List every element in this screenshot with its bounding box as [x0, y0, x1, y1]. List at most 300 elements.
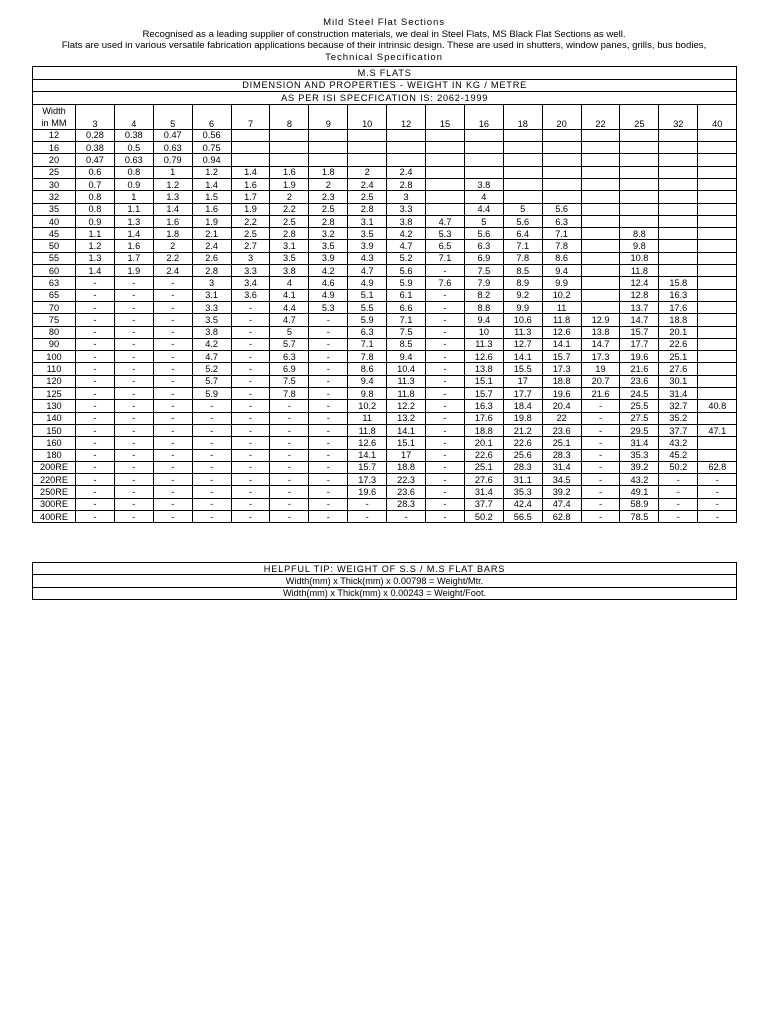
weight-cell: 28.3	[503, 461, 542, 473]
weight-cell: -	[348, 510, 387, 522]
weight-cell: -	[698, 474, 737, 486]
weight-cell: 6.3	[270, 351, 309, 363]
weight-cell: 6.3	[542, 215, 581, 227]
weight-cell	[698, 178, 737, 190]
weight-cell: -	[76, 351, 115, 363]
weight-cell: -	[153, 474, 192, 486]
weight-cell: -	[231, 449, 270, 461]
helpful-tip-table	[32, 562, 737, 600]
weight-cell	[581, 166, 620, 178]
thickness-header: 10	[348, 104, 387, 129]
weight-cell: -	[581, 400, 620, 412]
weight-cell	[464, 129, 503, 141]
weight-cell: 0.7	[76, 178, 115, 190]
weight-cell: 6.3	[464, 240, 503, 252]
width-cell: 400RE	[33, 510, 76, 522]
weight-cell	[426, 142, 465, 154]
weight-cell: -	[114, 400, 153, 412]
weight-cell: 22.6	[659, 338, 698, 350]
weight-cell	[659, 154, 698, 166]
weight-cell	[387, 142, 426, 154]
weight-cell: -	[231, 437, 270, 449]
weight-cell: 2.4	[153, 265, 192, 277]
weight-cell: 16.3	[659, 289, 698, 301]
weight-cell: -	[426, 363, 465, 375]
weight-cell	[503, 129, 542, 141]
weight-cell: -	[426, 388, 465, 400]
weight-cell: -	[270, 486, 309, 498]
weight-cell: 17	[503, 375, 542, 387]
weight-cell: 7.1	[503, 240, 542, 252]
weight-cell: 1.4	[153, 203, 192, 215]
width-header	[33, 104, 76, 129]
weight-cell: 22	[542, 412, 581, 424]
weight-cell: 7.5	[387, 326, 426, 338]
weight-cell: -	[231, 486, 270, 498]
weight-cell: 31.4	[464, 486, 503, 498]
weight-cell: -	[426, 486, 465, 498]
table-title: M.S FLATS	[33, 67, 737, 80]
weight-cell: 19.8	[503, 412, 542, 424]
weight-cell: -	[153, 510, 192, 522]
width-cell: 25	[33, 166, 76, 178]
table-title-row	[33, 67, 737, 80]
weight-cell: 3.9	[309, 252, 348, 264]
weight-cell: 0.47	[153, 129, 192, 141]
weight-cell: 12.2	[387, 400, 426, 412]
weight-cell: 1.7	[114, 252, 153, 264]
thickness-header: 20	[542, 104, 581, 129]
weight-cell: 10.8	[620, 252, 659, 264]
weight-cell: -	[192, 424, 231, 436]
weight-cell: 1	[153, 166, 192, 178]
weight-cell: 2.8	[387, 178, 426, 190]
weight-cell: -	[581, 424, 620, 436]
weight-cell	[231, 142, 270, 154]
weight-cell	[309, 129, 348, 141]
ms-flats-table	[32, 66, 737, 523]
weight-cell: -	[426, 351, 465, 363]
weight-cell: 2.7	[231, 240, 270, 252]
weight-cell: 0.75	[192, 142, 231, 154]
weight-cell	[659, 252, 698, 264]
weight-cell: -	[231, 461, 270, 473]
weight-cell: 15.8	[659, 277, 698, 289]
thickness-header: 12	[387, 104, 426, 129]
weight-cell	[620, 203, 659, 215]
weight-cell: -	[581, 498, 620, 510]
weight-cell: -	[309, 400, 348, 412]
weight-cell: -	[76, 375, 115, 387]
weight-cell: 17.6	[659, 301, 698, 313]
weight-cell: 56.5	[503, 510, 542, 522]
weight-cell: 1.1	[76, 228, 115, 240]
weight-cell: 10.6	[503, 314, 542, 326]
width-cell: 70	[33, 301, 76, 313]
table-row	[33, 461, 737, 473]
weight-cell: 11.8	[620, 265, 659, 277]
weight-cell: 15.1	[464, 375, 503, 387]
weight-cell: -	[659, 486, 698, 498]
table-row	[33, 388, 737, 400]
weight-cell: 5.9	[348, 314, 387, 326]
width-cell: 90	[33, 338, 76, 350]
weight-cell: -	[192, 437, 231, 449]
weight-cell: -	[309, 498, 348, 510]
weight-cell: 13.7	[620, 301, 659, 313]
weight-cell: 6.5	[426, 240, 465, 252]
weight-cell: -	[387, 510, 426, 522]
tip-formula-foot: Width(mm) x Thick(mm) x 0.00243 = Weight/Foot.	[33, 587, 737, 599]
weight-cell: 1.2	[76, 240, 115, 252]
weight-cell: 5.3	[426, 228, 465, 240]
weight-cell: 10.4	[387, 363, 426, 375]
weight-cell: -	[659, 474, 698, 486]
weight-cell: 0.38	[114, 129, 153, 141]
weight-cell: 18.8	[387, 461, 426, 473]
weight-cell: -	[114, 388, 153, 400]
thickness-header: 7	[231, 104, 270, 129]
weight-cell: 3.1	[348, 215, 387, 227]
weight-cell: 27.5	[620, 412, 659, 424]
weight-cell: 13.2	[387, 412, 426, 424]
weight-cell: 31.1	[503, 474, 542, 486]
table-row	[33, 338, 737, 350]
weight-cell: 1.8	[309, 166, 348, 178]
weight-cell: -	[76, 363, 115, 375]
table-row	[33, 375, 737, 387]
weight-cell: 4.3	[348, 252, 387, 264]
weight-cell: 7.6	[426, 277, 465, 289]
weight-cell: 11	[542, 301, 581, 313]
weight-cell: 14.7	[620, 314, 659, 326]
weight-cell: -	[76, 449, 115, 461]
weight-cell	[698, 449, 737, 461]
width-cell: 200RE	[33, 461, 76, 473]
weight-cell: -	[153, 289, 192, 301]
weight-cell: 2	[309, 178, 348, 190]
weight-cell: 5.9	[387, 277, 426, 289]
table-row	[33, 351, 737, 363]
weight-cell: 0.38	[76, 142, 115, 154]
width-cell: 60	[33, 265, 76, 277]
weight-cell: 0.28	[76, 129, 115, 141]
weight-cell: 7.8	[348, 351, 387, 363]
weight-cell: 2.4	[192, 240, 231, 252]
weight-cell: 4.7	[426, 215, 465, 227]
weight-cell: -	[270, 510, 309, 522]
weight-cell: 7.5	[464, 265, 503, 277]
weight-cell: 10	[464, 326, 503, 338]
width-cell: 30	[33, 178, 76, 190]
weight-cell: 9.4	[464, 314, 503, 326]
table-row	[33, 191, 737, 203]
weight-cell: 62.8	[698, 461, 737, 473]
weight-cell	[659, 203, 698, 215]
weight-cell: -	[153, 400, 192, 412]
weight-cell	[581, 252, 620, 264]
weight-cell: -	[153, 301, 192, 313]
weight-cell: -	[153, 449, 192, 461]
weight-cell: 0.56	[192, 129, 231, 141]
weight-cell: -	[114, 326, 153, 338]
weight-cell	[698, 240, 737, 252]
weight-cell: -	[309, 486, 348, 498]
weight-cell: -	[426, 265, 465, 277]
weight-cell: -	[153, 388, 192, 400]
weight-cell: 4	[464, 191, 503, 203]
weight-cell: 3.8	[270, 265, 309, 277]
weight-cell: 22.6	[503, 437, 542, 449]
width-cell: 16	[33, 142, 76, 154]
weight-cell: 21.2	[503, 424, 542, 436]
weight-cell: 9.9	[542, 277, 581, 289]
weight-cell: 3.3	[231, 265, 270, 277]
table-row	[33, 314, 737, 326]
weight-cell: 15.1	[387, 437, 426, 449]
weight-cell: 31.4	[620, 437, 659, 449]
weight-cell: 31.4	[542, 461, 581, 473]
weight-cell: 37.7	[659, 424, 698, 436]
weight-cell: -	[114, 461, 153, 473]
weight-cell: 2.4	[387, 166, 426, 178]
weight-cell	[581, 129, 620, 141]
weight-cell: 50.2	[659, 461, 698, 473]
weight-cell: -	[76, 461, 115, 473]
weight-cell	[581, 178, 620, 190]
weight-cell: 2.2	[153, 252, 192, 264]
table-row	[33, 240, 737, 252]
weight-cell: -	[270, 424, 309, 436]
weight-cell: 14.1	[348, 449, 387, 461]
weight-cell: 25.1	[542, 437, 581, 449]
weight-cell	[698, 388, 737, 400]
weight-cell: 1.2	[192, 166, 231, 178]
weight-cell	[698, 203, 737, 215]
weight-cell: 28.3	[542, 449, 581, 461]
weight-cell: 4.6	[309, 277, 348, 289]
weight-cell: 21.6	[620, 363, 659, 375]
weight-cell: -	[231, 498, 270, 510]
weight-cell: -	[114, 437, 153, 449]
weight-cell: 23.6	[620, 375, 659, 387]
width-cell: 130	[33, 400, 76, 412]
weight-cell: -	[231, 338, 270, 350]
weight-cell	[659, 142, 698, 154]
weight-cell: -	[309, 510, 348, 522]
weight-cell: 1.6	[114, 240, 153, 252]
weight-cell: 12.8	[620, 289, 659, 301]
weight-cell: 6.9	[464, 252, 503, 264]
weight-cell	[698, 142, 737, 154]
weight-cell: 6.3	[348, 326, 387, 338]
weight-cell: 25.5	[620, 400, 659, 412]
weight-cell	[659, 265, 698, 277]
weight-cell: -	[76, 314, 115, 326]
weight-cell: -	[76, 498, 115, 510]
weight-cell: 5.6	[387, 265, 426, 277]
width-cell: 75	[33, 314, 76, 326]
weight-cell	[698, 129, 737, 141]
weight-cell: 14.1	[503, 351, 542, 363]
weight-cell: 8.6	[542, 252, 581, 264]
weight-cell: 27.6	[659, 363, 698, 375]
weight-cell	[698, 191, 737, 203]
weight-cell: 1.1	[114, 203, 153, 215]
weight-cell: 5	[503, 203, 542, 215]
weight-cell: -	[309, 449, 348, 461]
weight-cell: 11.8	[387, 388, 426, 400]
weight-cell: -	[153, 424, 192, 436]
weight-cell: -	[270, 400, 309, 412]
weight-cell	[620, 129, 659, 141]
weight-cell: 2.4	[348, 178, 387, 190]
weight-cell: 19	[581, 363, 620, 375]
weight-cell: 7.1	[387, 314, 426, 326]
weight-cell: -	[270, 474, 309, 486]
weight-cell: -	[192, 449, 231, 461]
weight-cell: 47.1	[698, 424, 737, 436]
weight-cell: 3.1	[192, 289, 231, 301]
width-cell: 35	[33, 203, 76, 215]
weight-cell: 0.79	[153, 154, 192, 166]
weight-cell: -	[76, 289, 115, 301]
width-cell: 32	[33, 191, 76, 203]
weight-cell: 4.7	[270, 314, 309, 326]
weight-cell: -	[581, 510, 620, 522]
weight-cell: -	[231, 351, 270, 363]
weight-cell: 12.6	[348, 437, 387, 449]
thickness-header: 18	[503, 104, 542, 129]
weight-cell: 2.5	[309, 203, 348, 215]
weight-cell: -	[192, 412, 231, 424]
weight-cell: 12.7	[503, 338, 542, 350]
weight-cell: -	[153, 363, 192, 375]
width-cell: 160	[33, 437, 76, 449]
weight-cell: 39.2	[542, 486, 581, 498]
weight-cell: 27.6	[464, 474, 503, 486]
weight-cell: 0.63	[114, 154, 153, 166]
weight-cell: -	[76, 412, 115, 424]
weight-cell: 9.4	[542, 265, 581, 277]
width-cell: 65	[33, 289, 76, 301]
weight-cell: 3	[192, 277, 231, 289]
weight-cell: 1.9	[192, 215, 231, 227]
weight-cell: 20.1	[464, 437, 503, 449]
weight-cell: 43.2	[620, 474, 659, 486]
table-row	[33, 301, 737, 313]
weight-cell	[620, 154, 659, 166]
weight-cell: 3	[231, 252, 270, 264]
weight-cell: 7.1	[426, 252, 465, 264]
weight-cell: 15.7	[348, 461, 387, 473]
weight-cell: 28.3	[387, 498, 426, 510]
weight-cell: 3.8	[387, 215, 426, 227]
weight-cell: 19.6	[348, 486, 387, 498]
weight-cell	[698, 314, 737, 326]
weight-cell	[698, 412, 737, 424]
weight-cell: -	[426, 289, 465, 301]
weight-cell: 7.1	[542, 228, 581, 240]
weight-cell: 19.6	[620, 351, 659, 363]
weight-cell: -	[309, 412, 348, 424]
weight-cell: -	[76, 301, 115, 313]
weight-cell: 35.3	[503, 486, 542, 498]
weight-cell	[542, 191, 581, 203]
weight-cell	[698, 215, 737, 227]
weight-cell: -	[114, 486, 153, 498]
weight-cell: 40.8	[698, 400, 737, 412]
weight-cell: 2.3	[309, 191, 348, 203]
weight-cell	[270, 142, 309, 154]
weight-cell: 3.5	[309, 240, 348, 252]
column-header-row	[33, 104, 737, 129]
weight-cell: 24.5	[620, 388, 659, 400]
weight-cell: 0.9	[114, 178, 153, 190]
weight-cell: -	[114, 449, 153, 461]
table-row	[33, 400, 737, 412]
weight-cell: 1.6	[192, 203, 231, 215]
weight-cell: -	[231, 314, 270, 326]
weight-cell	[698, 437, 737, 449]
weight-cell: -	[231, 510, 270, 522]
weight-cell	[659, 228, 698, 240]
weight-cell: -	[114, 338, 153, 350]
width-cell: 140	[33, 412, 76, 424]
weight-cell: -	[426, 437, 465, 449]
weight-cell	[581, 215, 620, 227]
table-row	[33, 252, 737, 264]
weight-cell: -	[270, 437, 309, 449]
weight-cell: -	[581, 486, 620, 498]
weight-cell: 1.3	[76, 252, 115, 264]
tip-title: HELPFUL TIP: WEIGHT OF S.S / M.S FLAT BARS	[33, 563, 737, 575]
table-row	[33, 449, 737, 461]
weight-cell: 1.3	[114, 215, 153, 227]
weight-cell	[698, 277, 737, 289]
weight-cell: -	[581, 474, 620, 486]
table-row	[33, 437, 737, 449]
weight-cell	[581, 142, 620, 154]
thickness-header: 6	[192, 104, 231, 129]
weight-cell: 17.3	[542, 363, 581, 375]
weight-cell: 50.2	[464, 510, 503, 522]
weight-cell: -	[659, 498, 698, 510]
width-cell: 80	[33, 326, 76, 338]
width-cell: 220RE	[33, 474, 76, 486]
weight-cell	[620, 166, 659, 178]
weight-cell	[270, 129, 309, 141]
thickness-header: 32	[659, 104, 698, 129]
weight-cell	[698, 375, 737, 387]
weight-cell: 7.8	[503, 252, 542, 264]
weight-cell: 25.1	[464, 461, 503, 473]
weight-cell	[503, 142, 542, 154]
weight-cell: 5.5	[348, 301, 387, 313]
weight-cell: -	[192, 400, 231, 412]
weight-cell: 16.3	[464, 400, 503, 412]
weight-cell	[348, 129, 387, 141]
thickness-header: 15	[426, 104, 465, 129]
weight-cell: 15.7	[542, 351, 581, 363]
weight-cell: 6.9	[270, 363, 309, 375]
weight-cell: -	[192, 498, 231, 510]
weight-cell: -	[153, 326, 192, 338]
weight-cell: 4.7	[387, 240, 426, 252]
weight-cell: 0.47	[76, 154, 115, 166]
weight-cell: 17.7	[503, 388, 542, 400]
weight-cell: 2.2	[231, 215, 270, 227]
